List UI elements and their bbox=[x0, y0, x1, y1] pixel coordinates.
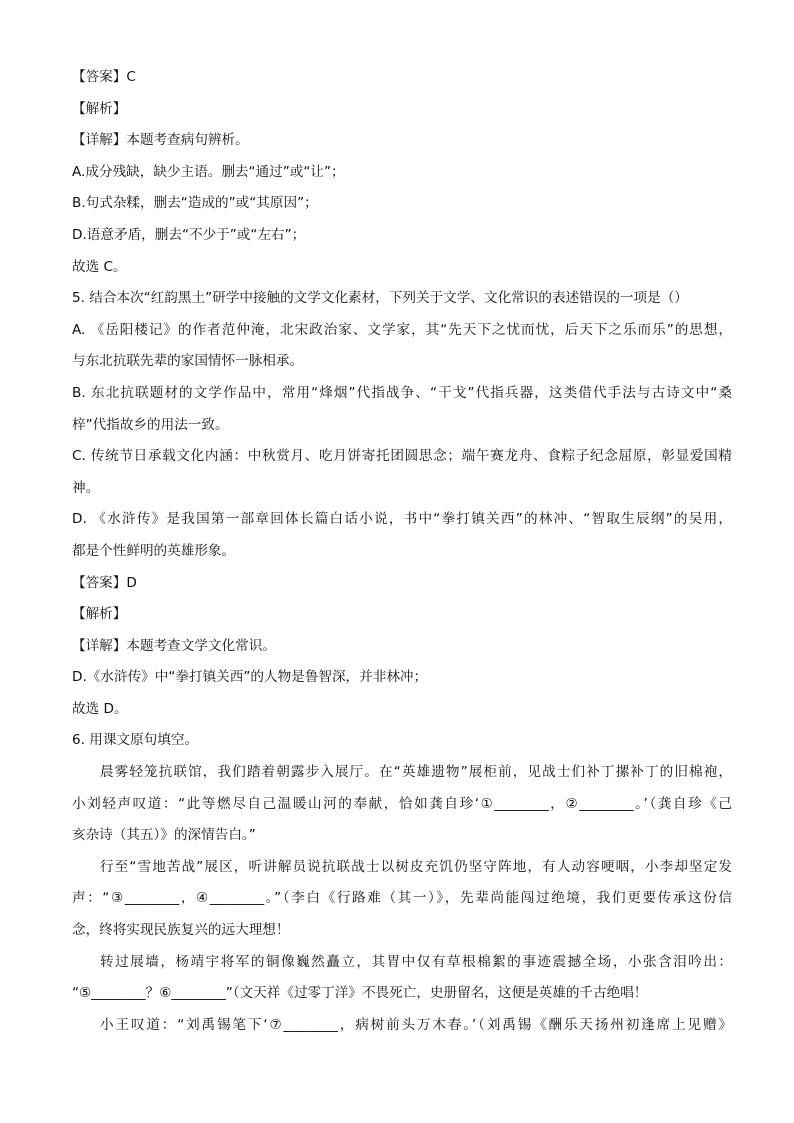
q5-option-c-line2: 神。 bbox=[72, 479, 100, 496]
q6-stem: 6. 用课文原句填空。 bbox=[72, 732, 199, 749]
q6-para3-line2: “⑤________？⑥________”（文天祥《过零丁洋》不畏死亡，史册留名，这便是英雄的千古绝唱！ bbox=[72, 985, 648, 1002]
q6-para2-line1: 行至“雪地苦战”展区，听讲解员说抗联战士以树皮充饥仍坚守阵地，有人动容哽咽，小李却坚定发 bbox=[100, 858, 732, 875]
q5-option-d-line1: D. 《水浒传》是我国第一部章回体长篇白话小说，书中“拳打镇关西”的林冲、“智取生辰纲”的吴用， bbox=[72, 511, 732, 528]
q5-analysis-label: 【解析】 bbox=[72, 606, 127, 623]
q5-answer: 【答案】D bbox=[72, 574, 137, 591]
q6-para1-line3: 亥杂诗（其五）》的深情告白。” bbox=[72, 827, 256, 844]
q6-para3-line1: 转过展墙，杨靖宇将军的铜像巍然矗立，其胃中仅有草根棉絮的事迹震撼全场，小张含泪吟出： bbox=[100, 953, 732, 970]
q5-option-b-line2: 梓”代指故乡的用法一致。 bbox=[72, 416, 229, 433]
q5-option-c-line1: C. 传统节日承载文化内涵：中秋赏月、吃月饼寄托团圆思念；端午赛龙舟、食粽子纪念屈原，彰显爱国精 bbox=[72, 448, 732, 465]
q4-answer: 【答案】C bbox=[72, 69, 136, 85]
q6-para1-line1: 晨雾轻笼抗联馆，我们踏着朝露步入展厅。在“英雄遗物”展柜前，见战士们补丁摞补丁的旧棉袍， bbox=[100, 764, 732, 781]
q6-para4-line1: 小王叹道：“刘禹锡笔下‘⑦________，病树前头万木春。’（刘禹锡《酬乐天扬州初逢席上见赠》 bbox=[100, 1016, 732, 1033]
q4-detail: 【详解】本题考查病句辨析。 bbox=[72, 132, 249, 149]
q5-option-a-line1: A. 《岳阳楼记》的作者范仲淹，北宋政治家、文学家，其“先天下之忧而忧，后天下之乐而乐”的思想， bbox=[72, 321, 732, 338]
q6-para2-line2: 声：“③________，④________。”（李白《行路难（其一）》，先辈尚能闯过绝境，我们更要传承这份信 bbox=[72, 890, 732, 907]
q5-analysis-d: D.《水浒传》中“拳打镇关西”的人物是鲁智深，并非林冲； bbox=[72, 669, 428, 686]
q6-para1-line2: 小刘轻声叹道：“此等燃尽自己温暖山河的奉献，恰如龚自珍‘①________，②________。’（龚自珍《己 bbox=[72, 795, 732, 812]
q5-stem: 5. 结合本次“红韵黑土”研学中接触的文学文化素材，下列关于文学、文化常识的表述错误的一项是（） bbox=[72, 290, 688, 307]
q6-para2-line3: 念，终将实现民族复兴的远大理想！ bbox=[72, 922, 290, 939]
q4-analysis-a: A.成分残缺，缺少主语。删去“通过”或“让”； bbox=[72, 163, 345, 180]
q5-option-a-line2: 与东北抗联先辈的家国情怀一脉相承。 bbox=[72, 353, 304, 370]
q4-analysis-d: D.语意矛盾，删去“不少于”或“左右”； bbox=[72, 226, 306, 243]
document-page bbox=[72, 62, 732, 1041]
q4-analysis-b: B.句式杂糅，删去“造成的”或“其原因”； bbox=[72, 195, 318, 212]
q5-option-b-line1: B. 东北抗联题材的文学作品中，常用“烽烟”代指战争、“干戈”代指兵器，这类借代手法与古诗文中“桑 bbox=[72, 384, 732, 401]
q5-option-d-line2: 都是个性鲜明的英雄形象。 bbox=[72, 542, 236, 559]
q5-choose: 故选 D。 bbox=[72, 700, 128, 717]
q4-analysis-label: 【解析】 bbox=[72, 100, 127, 117]
q5-detail: 【详解】本题考查文学文化常识。 bbox=[72, 637, 276, 654]
q4-choose: 故选 C。 bbox=[72, 258, 127, 275]
